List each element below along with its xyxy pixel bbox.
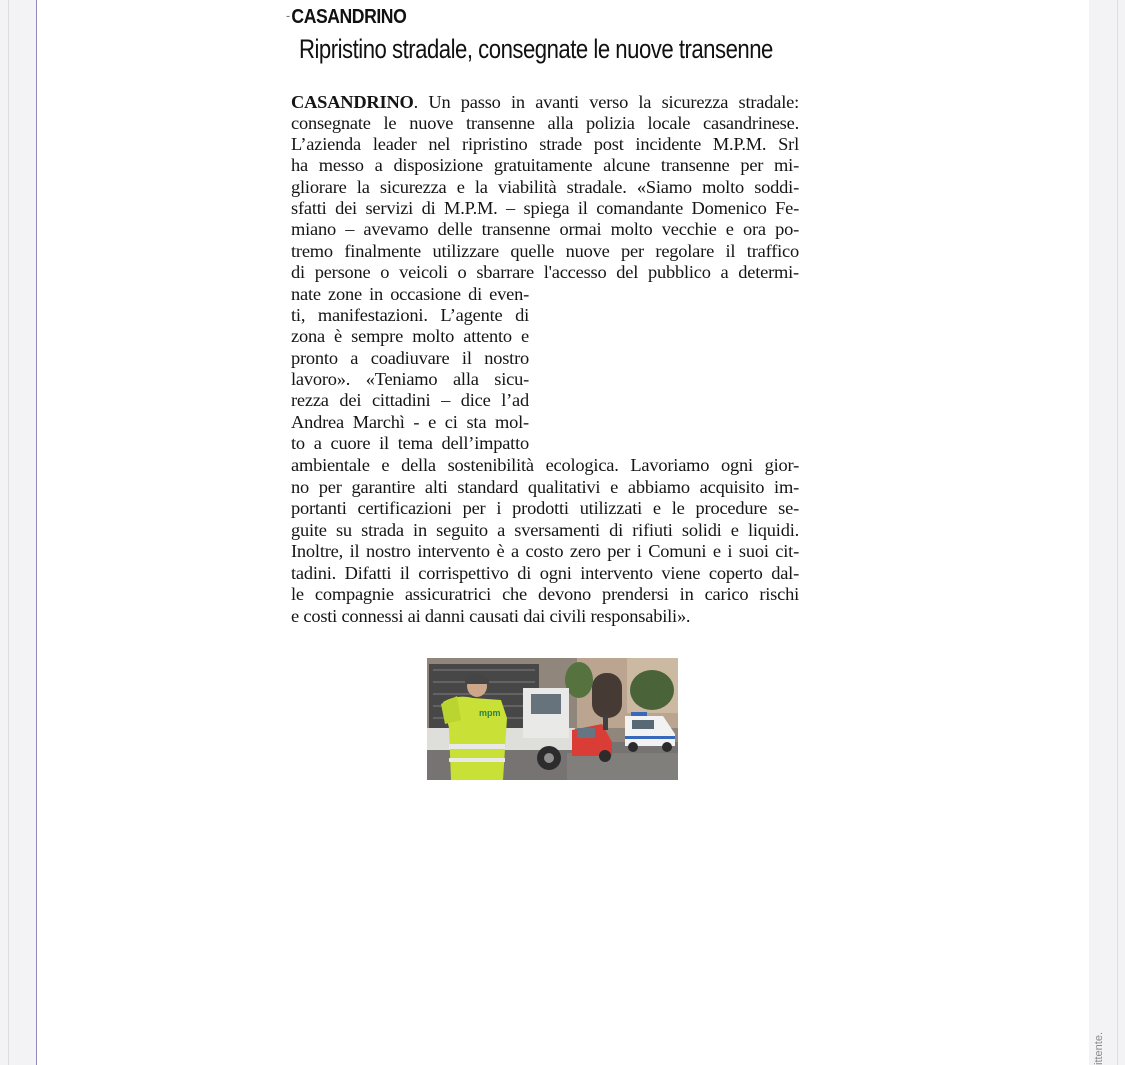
body-line: sfatti dei servizi di M.P.M. – spiega il comandante Domenico Fe- [291, 198, 799, 218]
body-line: CASANDRINO. Un passo in avanti verso la sicurezza stradale: [291, 92, 799, 112]
body-line: ambientale e della sostenibilità ecologica. Lavoriamo ogni gior- [291, 455, 799, 475]
left-margin-strip [0, 0, 36, 1065]
article-headline: Ripristino stradale, consegnate le nuove transenne [299, 34, 773, 64]
body-line: to a cuore il tema dell’impatto [291, 433, 529, 453]
body-line: L’azienda leader nel ripristino strade post incidente M.P.M. Srl [291, 134, 799, 154]
body-line: Andrea Marchì - e ci sta mol- [291, 412, 529, 432]
body-line: nate zone in occasione di even- [291, 284, 529, 304]
body-line: rezza dei cittadini – dice l’ad [291, 390, 529, 410]
body-line: tadini. Difatti il corrispettivo di ogni intervento viene coperto dal- [291, 563, 799, 583]
body-line: gliorare la sicurezza e la viabilità stradale. «Siamo molto soddi- [291, 177, 799, 197]
body-line: miano – avevamo delle transenne ormai molto vecchie e ora po- [291, 219, 799, 239]
body-line: zona è sempre molto attento e [291, 326, 529, 346]
body-line: portanti certificazioni per i prodotti utilizzati e le procedure se- [291, 498, 799, 518]
article-photo [427, 658, 678, 780]
right-margin-strip [1089, 0, 1125, 1065]
body-line: le compagnie assicuratrici che devono prendersi in carico rischi [291, 584, 799, 604]
body-line: tremo finalmente utilizzare quelle nuove per regolare il traffico [291, 241, 799, 261]
body-line: di persone o veicoli o sbarrare l'accesso del pubblico a determi- [291, 262, 799, 282]
body-line: lavoro». «Teniamo alla sicu- [291, 369, 529, 389]
article-kicker: -CASANDRINO [286, 6, 407, 28]
kicker-text: CASANDRINO [291, 6, 407, 28]
lead-word: CASANDRINO [291, 92, 414, 112]
body-line: no per garantire alti standard qualitativi e abbiamo acquisito im- [291, 477, 799, 497]
body-line: e costi connessi ai danni causati dai civili responsabili». [291, 606, 691, 626]
body-line: guite su strada in seguito a sversamenti di rifiuti solidi e liquidi. [291, 520, 799, 540]
edge-footer-text: ittente. [1093, 1031, 1105, 1065]
body-line: pronto a coadiuvare il nostro [291, 348, 529, 368]
body-line: consegnate le nuove transenne alla polizia locale casandrinese. [291, 113, 799, 133]
body-line: ti, manifestazioni. L’agente di [291, 305, 529, 325]
body-line: Inoltre, il nostro intervento è a costo zero per i Comuni e i suoi cit- [291, 541, 799, 561]
body-line: ha messo a disposizione gratuitamente alcune transenne per mi- [291, 155, 799, 175]
vest-logo: mpm [479, 708, 501, 718]
